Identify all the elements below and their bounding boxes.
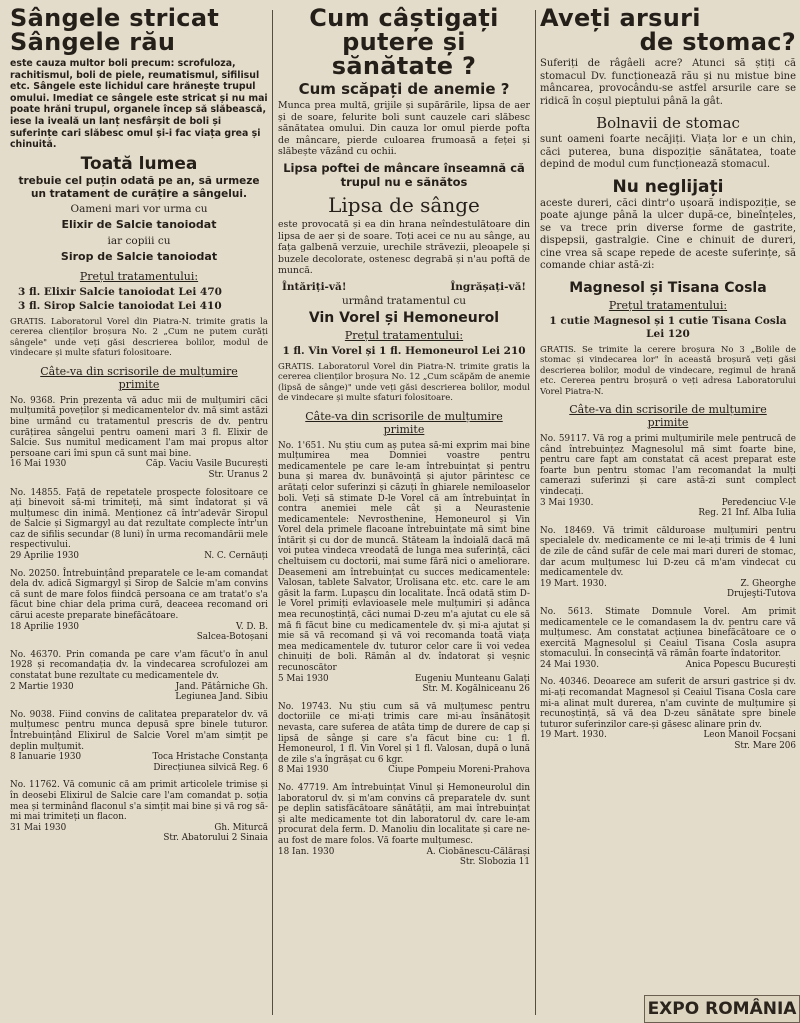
letter-date: 19 Mart. 1930. [540, 730, 607, 741]
price-line: 1 cutie Magnesol și 1 cutie Tisana Cosla Lei 120 [549, 314, 787, 340]
children-line: iar copiii cu [107, 234, 171, 247]
letter-item [278, 783, 530, 868]
letter-date: 8 Ianuarie 1930 [10, 752, 82, 763]
appetite-heading: Lipsa poftei de mâncare înseamnă că trupul nu e sănătos [283, 160, 525, 189]
gratis-note: GRATIS. Laboratorul Vorel din Piatra-N. trimite gratis la cererea clienților broșura No. 2 „Cum ne putem curăți sângele" unde veți găsi descrierea bolilor, modul de vindecare și multe sfaturi folositoare. [10, 316, 268, 359]
letter-item [10, 569, 268, 643]
letter-date: 3 Mai 1930. [540, 497, 594, 508]
letter-address: Direcțiunea silvică Reg. 6 [153, 762, 268, 773]
letter-author: Z. Gheorghe [740, 578, 796, 589]
letters-subheading: primite [647, 416, 689, 429]
column-divider [535, 10, 536, 1015]
letter-signature [10, 459, 268, 470]
expo-romania-logo: EXPO ROMÂNIA [644, 995, 800, 1023]
letter-date: 5 Mai 1930 [278, 673, 329, 684]
letter-date: 29 Aprilie 1930 [10, 551, 80, 562]
letter-date: 24 Mai 1930. [540, 659, 600, 670]
letter-signature [10, 622, 268, 633]
price-heading: Prețul tratamentului: [79, 269, 199, 283]
letter-text: No. 11762. Vă comunic că am primit articolele trimise și în deosebi Elixirul de Salcie care l'am comandat p. soția mea și terminând flaconul s'a simțit mai bine și vă rog să-mi mai trimiteți un flacon. [10, 780, 268, 823]
letter-text: No. 5613. Stimate Domnule Vorel. Am primit medicamentele ce le comandasem la dv. pentru care vă mulțumesc. Am constatat acțiunea binefăcătoare ce o exercită Magnesolul și Ceaiul Tisana Cosla asupra stomacului. În consecință vă rămân foarte îndatoritor. [540, 606, 796, 660]
letter-author: A. Ciobănescu-Călărași [426, 846, 530, 857]
letter-text: No. 19743. Nu știu cum să vă mulțumesc pentru doctoriile ce mi-ați trimis care mi-au însănătoșit nevasta, care suferea de atâta timp de durere de cap și lipsă de sânge și care s'a făcut bine cu: 1 fl. Hemoneurol, 1 fl. Vin Vorel și 1 fl. Valosan, după o lună de zile s'a îngrășat cu 6 kgr. [278, 701, 530, 765]
letter-text: No. 9038. Fiind convins de calitatea preparatelor dv. vă mulțumesc pentru munca depusă spre binele tuturor. Întrebuințând Elixirul de Salcie Vorel m'am simțit pe deplin mulțumit. [10, 709, 268, 752]
slogan-ingrasati: Îngrășați-vă! [450, 280, 526, 293]
headline-line-2: Sângele rău [10, 28, 176, 56]
slogan-row [282, 282, 526, 293]
bolnavii-paragraph: sunt oameni foarte necăjiți. Viața lor e un chin, căci puterea, buna dispoziție sănătatea, toate depind de modul cum funcționează stomacul. [540, 134, 796, 170]
headline-line-2: de stomac? [639, 28, 796, 56]
letters-heading: Câte-va din scrisorile de mulțumire [569, 403, 767, 416]
letter-author: Gh. Miturcă [214, 822, 268, 833]
column-blood-ad [10, 6, 268, 1018]
letter-date: 19 Mart. 1930. [540, 578, 607, 589]
letter-signature [540, 579, 796, 590]
letter-author: Toca Hristache Constanța [152, 752, 268, 763]
letter-item [278, 702, 530, 776]
letter-item [540, 526, 796, 600]
letter-signature [540, 730, 796, 741]
treatment-line: urmând tratamentul cu [341, 294, 467, 307]
letter-item [540, 677, 796, 751]
adults-line: Oameni mari vor urma cu [70, 202, 208, 215]
intro-paragraph: este cauza multor boli precum: scrofuloza, rachitismul, boli de piele, reumatismul, sifilisul etc. Sângele este lichidul care hrănește trupul omului. Imediat ce sângele este stricat și nu mai poate hrăni trupul, organele încep să slăbească, iese la iveală un lanț nesfârșit de boli și suferințe cari slăbesc omul și-i fac viața grea și chinuită. [10, 58, 268, 151]
letter-signature [278, 847, 530, 858]
letter-author: V. D. B. [236, 621, 268, 632]
column-anemia-ad [278, 6, 530, 1018]
letter-author: Anica Popescu București [685, 659, 796, 670]
product-sirop: Sirop de Salcie tanoiodat [60, 249, 218, 263]
letter-author: Peredenciuc V-le [721, 497, 796, 508]
letter-signature [540, 498, 796, 509]
letter-date: 31 Mai 1930 [10, 822, 67, 833]
headline-line-1: Sângele stricat [10, 6, 220, 32]
price-heading: Prețul tratamentului: [608, 298, 728, 312]
letter-item [10, 488, 268, 562]
lipsa-paragraph: este provocată și ea din hrana neîndestulătoare din lipsa de aer și de soare. Toți acei ce nu au sânge, au fața galbenă verzuie, urechile străvezii, pleoapele și buzele decolorate, ostenesc degrabă și n'au poftă de muncă. [278, 218, 530, 277]
anemia-paragraph: Munca prea multă, grijile și supărările, lipsa de aer și de soare, felurite boli sunt cauzele cari slăbesc sănătatea omului. Din cauza lor omul pierde pofta de mâncare, pierde culoarea frumoasă a feței și slăbește văzând cu ochii. [278, 100, 530, 158]
letter-date: 18 Ian. 1930 [278, 846, 335, 857]
product-vin-vorel: Vin Vorel și Hemoneurol [308, 309, 500, 326]
letter-signature [10, 823, 268, 834]
headline-line-1: Aveți arsuri [540, 6, 701, 32]
subheading-anemie: Cum scăpați de anemie ? [298, 80, 510, 98]
letter-address: Str. M. Kogălniceanu 26 [422, 684, 530, 695]
letter-address: Drujeşti-Tutova [727, 589, 796, 600]
letter-item [10, 710, 268, 774]
letter-item [10, 396, 268, 481]
column-divider [272, 10, 273, 1015]
letter-text: No. 59117. Vă rog a primi mulțumirile mele pentrucă de când întrebuințez Magnesolul mă simt foarte bine, pentru care fapt am constatat că acest preparat este foarte bun pentru stomac l'am recomandat la mulți camerazi suferinzi și care astă-zi sunt complect vindecați. [540, 434, 796, 497]
letter-address: Salcea-Botoșani [196, 632, 268, 643]
product-magnesol: Magnesol și Tisana Cosla [569, 279, 767, 296]
letter-date: 16 Mai 1930 [10, 459, 67, 470]
subheading-lipsa-de-sange: Lipsa de sânge [328, 192, 480, 217]
price-line-1: 3 fl. Elixir Salcie tanoiodat Lei 470 [18, 285, 222, 298]
letters-heading: Câte-va din scrisorile de mulțumire [305, 409, 503, 423]
letter-signature [10, 551, 268, 562]
letter-text: No. 14855. Față de repetatele prospecte folositoare ce ați binevoit să-mi trimiteți, mă simt îndatorat și vă mulțumesc din inimă. Menționez că într'adevăr Siropul de Salcie și Sigmargyl au dat rezultate complecte într'un caz de sifilis secundar (8 luni) în urma recomandării mele respectivului. [10, 487, 268, 551]
letter-signature [10, 682, 268, 693]
price-line: 1 fl. Vin Vorel și 1 fl. Hemoneurol Lei 210 [282, 344, 526, 357]
letter-signature [278, 674, 530, 685]
headline-line-2: putere și [342, 28, 466, 56]
letter-signature [10, 752, 268, 763]
letter-text: No. 46370. Prin comanda pe care v'am făcut'o în anul 1928 și recomandația dv. la vindecarea scrofulozei am constatat bune rezultate cu medicamentele dv. [10, 649, 268, 681]
price-heading: Prețul tratamentului: [344, 328, 464, 342]
letter-author: Leon Manoil Focșani [703, 730, 796, 741]
gratis-note: GRATIS. Laboratorul Vorel din Piatra-N. trimite gratis la cererea clienților broșura No. 12 „Cum scăpăm de anemie (lipsă de sânge)" unde veți găsi descrierea bolilor, modul de vindecare și multe sfaturi folositoare. [278, 361, 530, 404]
letter-item [540, 607, 796, 671]
subheading-toata-lumea: Toată lumea [80, 153, 198, 174]
letter-date: 8 Mai 1930 [278, 765, 329, 776]
letter-date: 2 Martie 1930 [10, 681, 74, 692]
letter-author: N. C. Cernăuți [204, 551, 268, 562]
headline-line-3: sănătate ? [331, 52, 477, 80]
slogan-intariti: Întăriți-vă! [282, 280, 347, 293]
column-stomach-ad [540, 6, 796, 1018]
letters-heading: Câte-va din scrisorile de mulțumire [40, 364, 238, 378]
nu-neglijati-paragraph: aceste dureri, căci dintr'o ușoară indispoziție, se poate ajunge până la ulcer după-ce, bineînțeles, se va trece prin diverse forme de gastrite, dispepsii, gastralgie. Cine e chinuit de dureri, cine vrea să scape repede de aceste suferințe, să comande chiar astă-zi: [540, 197, 796, 271]
letter-address: Str. Uranus 2 [208, 469, 268, 480]
letter-text: No. 1'651. Nu știu cum aș putea să-mi exprim mai bine mulțumirea mea Domniei voastre pentru medicamentele pe care le-am întrebuințat și pentru buna și marea dv. bunăvoință și ajutor părintesc ce arătați celor suferinzi și căzuți în ghiarele nemiloaselor boli. Veți să stimate D-le Vorel că am întrebuințat în contra anemiei mele cât și a Neurastenie medicamentele: Nevrosthenine, Hemoneurol și Vin Vorel dela primele flacoane întrebuințate mă simt bine întărit și cu dor de muncă. Stăteam la îndoială dacă mă voi putea vindeca vreodată de lunga mea suferință, căci cheltuisem cu doctorii, mai sume fără nici o ameliorare. Deasemeni am întrebuințat cu succes medicamentele: Valosan, tablete Salvator, Urolisana etc. etc. care le am găsit la farm. Lupașcu din localitate. Încă odată stim D-le Vorel primiți evlavioasele mele mulțumiri și adânca mea recunoștință, căci numai D-zeu m'a ajutat cu ele să mă fi făcut bine cu medicamentele dv. și mi-a ajutat și mie să vă recomand și vă voi recomanda toată viața mea medicamentele dv. tuturor celor care îi voi vedea chinuiți de boli. Rămân al dv. îndatorat și veșnic recunoscător [278, 440, 530, 673]
headline-line-1: Cum câștigați [309, 6, 499, 32]
letter-text: No. 40346. Deoarece am suferit de arsuri gastrice și dv. mi-ați recomandat Magnesol și Ceaiul Tisana Cosla care mi-a alinat mult durerea, n'am cuvinte de mulțumire și recunoștință, să vă dea D-zeu sănătate spre binele tuturor suferinzilor care-și găsesc alinare prin dv. [540, 677, 796, 730]
letter-author: Eugeniu Munteanu Galați [415, 673, 530, 684]
letter-item [540, 434, 796, 519]
letter-text: No. 20250. Întrebuințând preparatele ce le-am comandat dela dv. adică Sigmargyl și Sirop de Salcie m'am convins că sunt de mare folos fiindcă persoana ce am tratat'o s'a făcut bine chiar dela prima cură, deaceea recomand ori cărui aceste preparate binefăcătoare. [10, 568, 268, 622]
letters-subheading: primite [118, 377, 160, 391]
letter-signature [278, 765, 530, 776]
letter-item [278, 441, 530, 695]
letter-address: Str. Slobozia 11 [459, 857, 530, 868]
price-line-2: 3 fl. Sirop Salcie tanoiodat Lei 410 [18, 299, 222, 312]
letter-author: Căp. Vaciu Vasile București [145, 459, 268, 470]
product-elixir: Elixir de Salcie tanoiodat [61, 217, 217, 231]
letter-item [10, 780, 268, 844]
letter-date: 18 Aprilie 1930 [10, 621, 80, 632]
intro-paragraph: Suferiți de râgâeli acre? Atunci să știți că stomacul Dv. funcționează rău și nu mistue bine mâncarea, provocându-se astfel arsurile care se ridică în coșul pieptului până la gât. [540, 58, 796, 107]
letter-text: No. 9368. Prin prezenta vă aduc mii de mulțumiri căci mulțumită poveților și medicamentelor dv. mă simt astăzi bine urmând cu tratamentul prescris de dv. pentru curățirea sângelui pentru oameni mari 3 fl. Elixir de Salcie. Sus numitul medicament l'am mai propus altor persoane cari îmi spun că sunt mai bine. [10, 395, 268, 459]
subheading-nu-neglijati: Nu neglijați [612, 176, 724, 197]
gratis-note: GRATIS. Se trimite la cerere broșura No 3 „Bolile de stomac și vindecarea lor" în această broșură veți găsi descrierea bolilor, modul de vindecare, regimul de hrană etc. Cererea pentru broșură o veți adresa Laboratorului Vorel Piatra-N. [540, 344, 796, 397]
letter-address: Legiunea Jand. Sibiu [175, 692, 268, 703]
letter-text: No. 18469. Vă trimit călduroase mulțumiri pentru specialele dv. medicamente ce mi le-ați trimis de 4 luni de zile de când sufăr de cele mai mari dureri de stomac, dar acum mulțumesc lui D-zeu că m'am vindecat cu medicamentele dv. [540, 525, 796, 579]
subheading-bolnavii: Bolnavii de stomac [596, 114, 740, 132]
letters-subheading: primite [383, 422, 425, 436]
letter-author: Ciupe Pompeiu Moreni-Prahova [388, 765, 530, 776]
treatment-paragraph: trebuie cel puțin odată pe an, să urmeze un tratament de curățire a sângelui. [18, 174, 260, 200]
letter-address: Str. Mare 206 [734, 741, 796, 752]
letter-text: No. 47719. Am întrebuințat Vinul și Hemoneurolul din laboratorul dv. și m'am convins că preparatele dv. sunt pe deplin satisfăcătoare sănătății, am mai întrebuințat și alte medicamente tot din laboratorul dv. care le-am procurat dela ferm. D. Manoliu din localitate și care ne-au fost de mare folos. Vă foarte mulțumesc. [278, 782, 530, 846]
letter-item [10, 650, 268, 703]
letter-address: Reg. 21 Inf. Alba Iulia [698, 508, 796, 519]
letter-signature [540, 660, 796, 671]
letter-author: Jand. Pătârniche Gh. [175, 681, 268, 692]
letter-address: Str. Abatorului 2 Sinaia [163, 833, 268, 844]
